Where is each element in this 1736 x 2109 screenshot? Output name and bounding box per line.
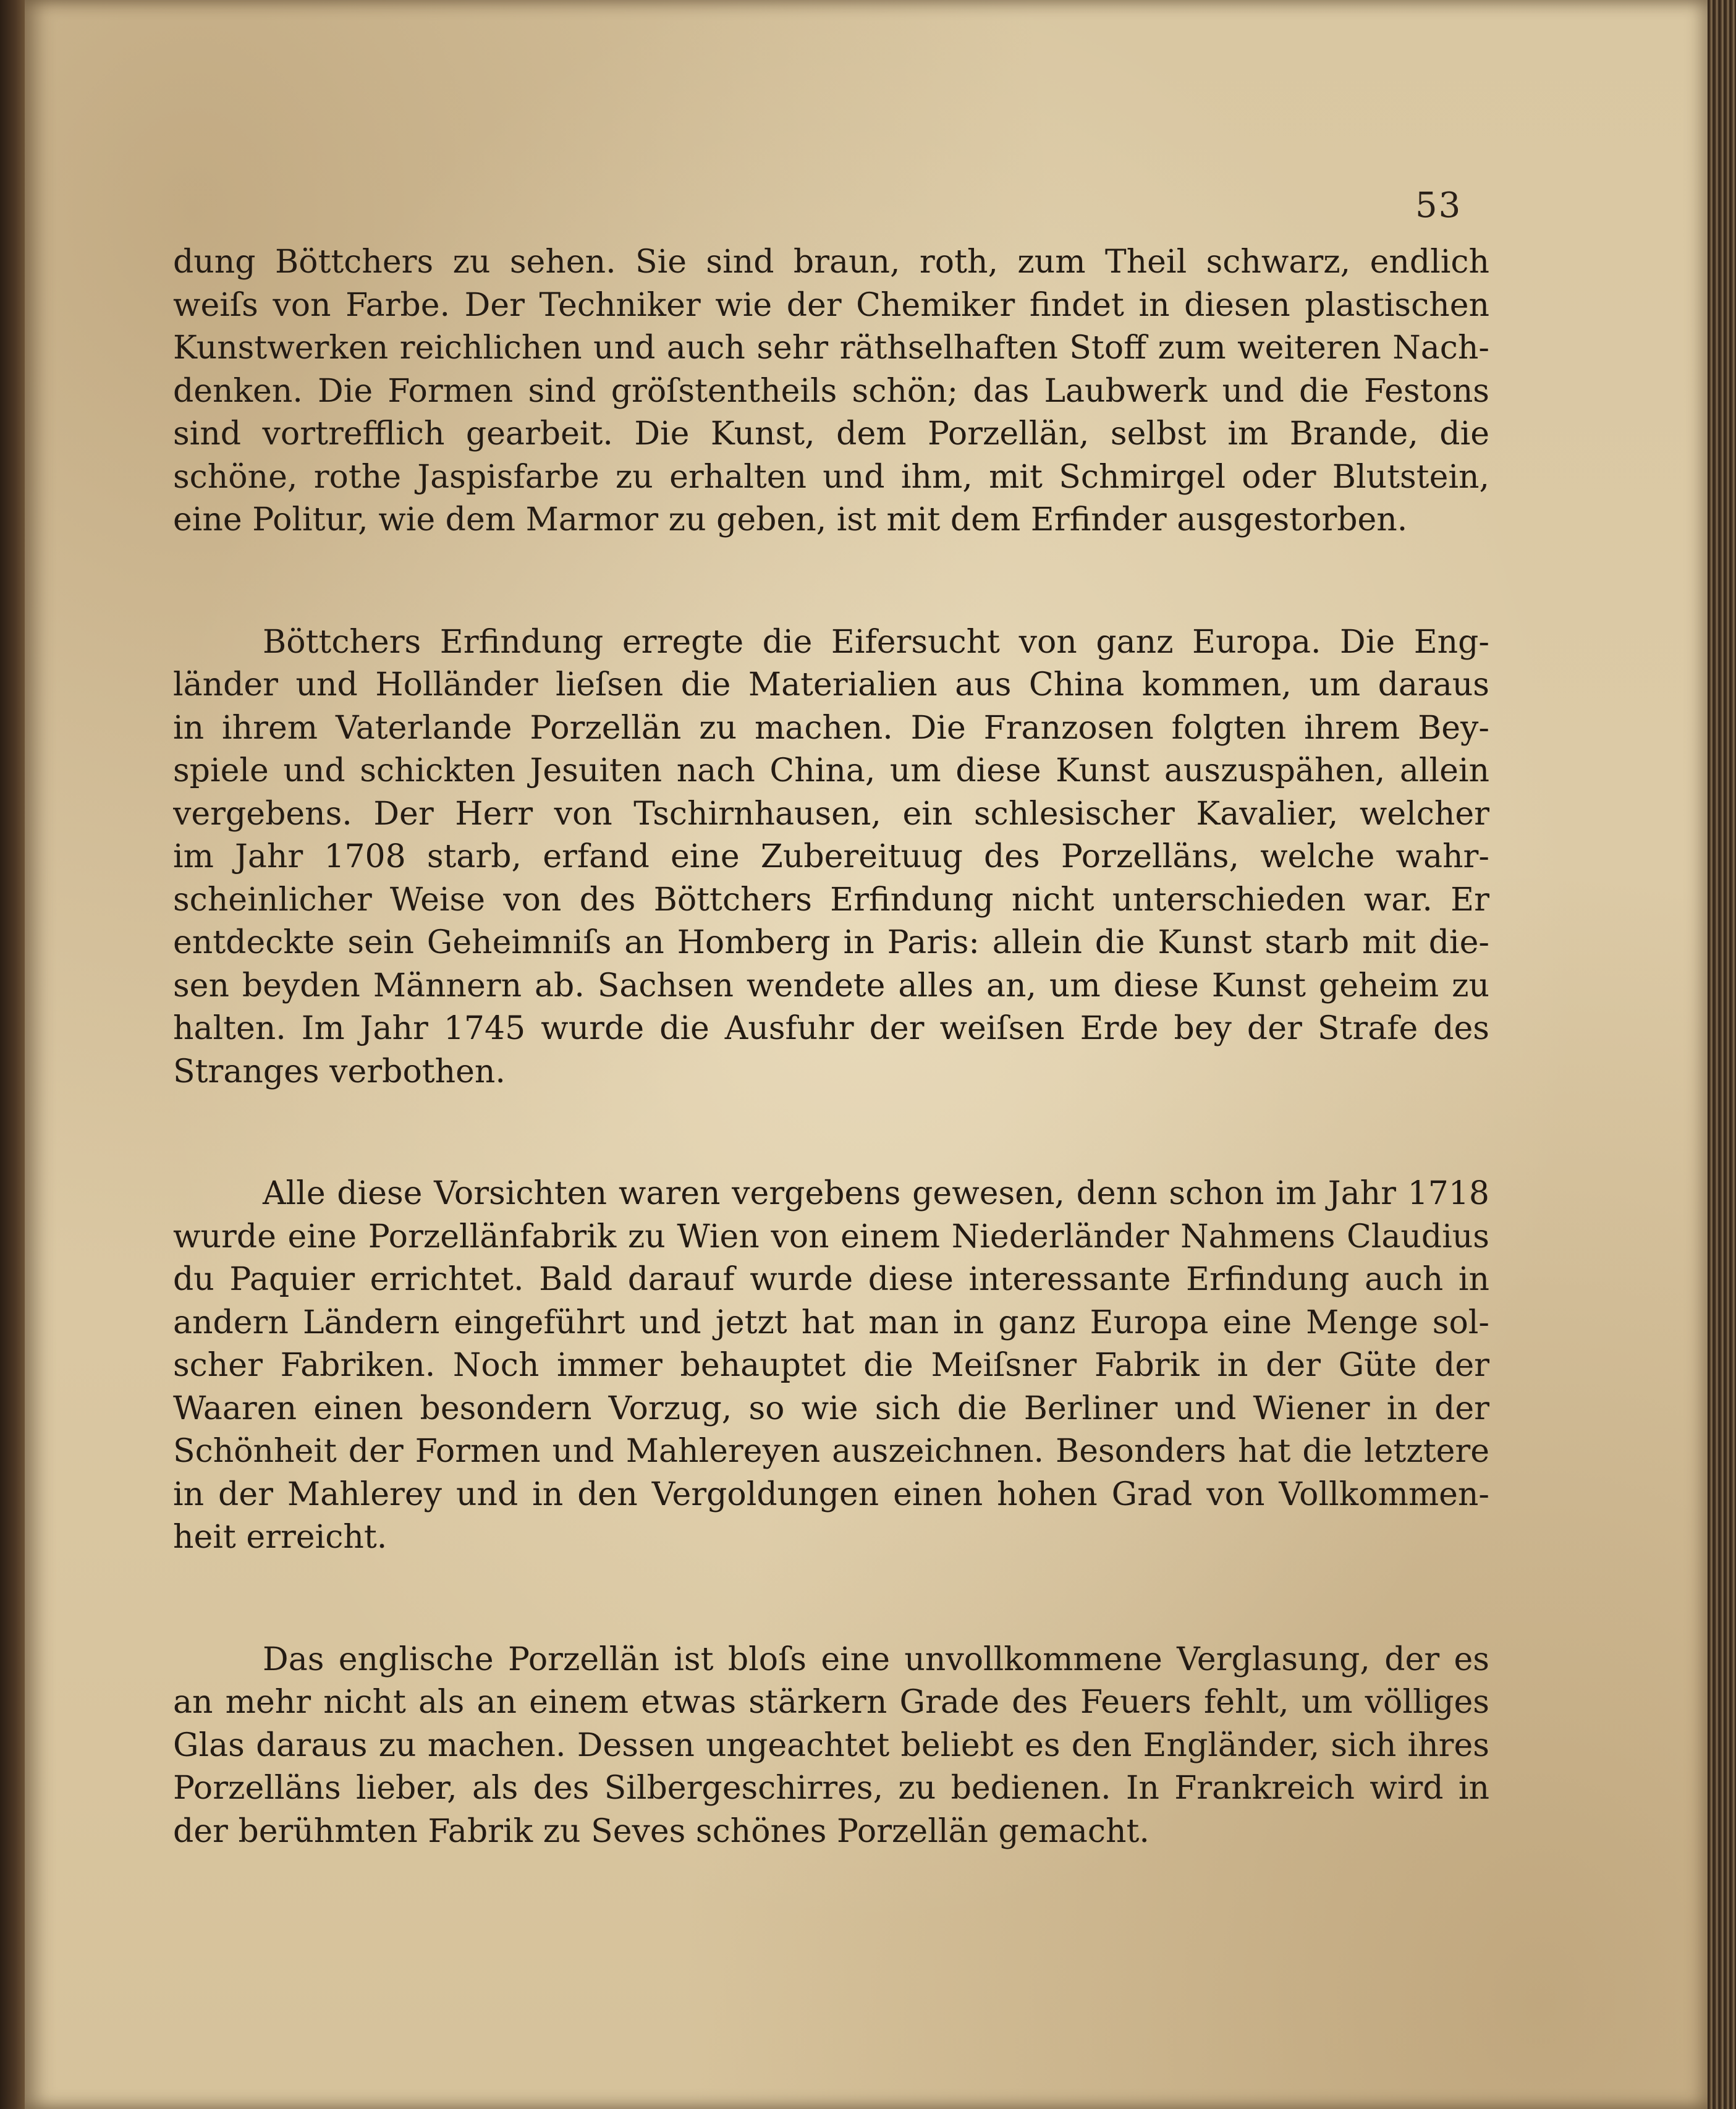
book-binding	[0, 0, 25, 2109]
text-line: wurde eine Porzellänfabrik zu Wien von einem Niederländer Nahmens Claudius	[173, 1218, 1489, 1255]
paragraph-4	[173, 1639, 1489, 1854]
text-line: Porzelläns lieber, als des Silbergeschirres, zu bedienen. In Frankreich wird in	[173, 1770, 1489, 1807]
paragraph-3	[173, 1173, 1489, 1559]
text-line: denken. Die Formen sind gröſstentheils schön; das Laubwerk und die Festons	[173, 372, 1489, 410]
text-block	[173, 241, 1489, 1932]
text-line: Glas daraus zu machen. Dessen ungeachtet beliebt es den Engländer, sich ihres	[173, 1726, 1489, 1764]
text-line: halten. Im Jahr 1745 wurde die Ausfuhr der weiſsen Erde bey der Strafe des	[173, 1010, 1489, 1047]
book-page	[25, 0, 1708, 2109]
text-line: weiſs von Farbe. Der Techniker wie der Chemiker findet in diesen plastischen	[173, 286, 1489, 324]
text-line: dung Böttchers zu sehen. Sie sind braun, roth, zum Theil schwarz, endlich	[173, 244, 1489, 281]
text-line: Kunstwerken reichlichen und auch sehr räthselhaften Stoff zum weiteren Nach-	[173, 329, 1489, 367]
text-line: länder und Holländer lieſsen die Materialien aus China kommen, um daraus	[173, 666, 1489, 703]
text-line: eine Politur, wie dem Marmor zu geben, ist mit dem Erfinder ausgestorben.	[173, 501, 1408, 538]
text-line: Alle diese Vorsichten waren vergebens gewesen, denn schon im Jahr 1718	[263, 1175, 1489, 1212]
text-line: Schönheit der Formen und Mahlereyen auszeichnen. Besonders hat die letztere	[173, 1433, 1489, 1470]
text-line: Stranges verbothen.	[173, 1053, 506, 1090]
text-line: Böttchers Erfindung erregte die Eifersucht von ganz Europa. Die Eng-	[263, 623, 1489, 661]
text-line: spiele und schickten Jesuiten nach China, um diese Kunst auszuspähen, allein	[173, 752, 1489, 789]
paragraph-2	[173, 621, 1489, 1094]
text-line: scher Fabriken. Noch immer behauptet die Meiſsner Fabrik in der Güte der	[173, 1347, 1489, 1384]
text-line: vergebens. Der Herr von Tschirnhausen, ein schlesischer Kavalier, welcher	[173, 795, 1489, 833]
text-line: schöne, rothe Jaspisfarbe zu erhalten und ihm, mit Schmirgel oder Blutstein,	[173, 458, 1489, 496]
paragraph-1	[173, 241, 1489, 542]
text-line: Waaren einen besondern Vorzug, so wie sich die Berliner und Wiener in der	[173, 1390, 1489, 1427]
text-line: in ihrem Vaterlande Porzellän zu machen. Die Franzosen folgten ihrem Bey-	[173, 709, 1489, 747]
page-edges	[1708, 0, 1736, 2109]
text-line: an mehr nicht als an einem etwas stärkern Grade des Feuers fehlt, um völliges	[173, 1684, 1489, 1721]
text-line: sind vortrefflich gearbeit. Die Kunst, dem Porzellän, selbst im Brande, die	[173, 415, 1489, 452]
text-line: in der Mahlerey und in den Vergoldungen einen hohen Grad von Vollkommen-	[173, 1475, 1489, 1513]
text-line: entdeckte sein Geheimniſs an Homberg in Paris: allein die Kunst starb mit die-	[173, 924, 1489, 961]
text-line: im Jahr 1708 starb, erfand eine Zubereituug des Porzelläns, welche wahr-	[173, 838, 1489, 875]
text-line: scheinlicher Weise von des Böttchers Erfindung nicht unterschieden war. Er	[173, 881, 1489, 919]
page-number: 53	[1415, 185, 1462, 226]
text-line: Das englische Porzellän ist bloſs eine unvollkommene Verglasung, der es	[263, 1640, 1489, 1678]
text-line: sen beyden Männern ab. Sachsen wendete alles an, um diese Kunst geheim zu	[173, 967, 1489, 1004]
text-line: du Paquier errichtet. Bald darauf wurde diese interessante Erfindung auch in	[173, 1261, 1489, 1298]
text-line: andern Ländern eingeführt und jetzt hat man in ganz Europa eine Menge sol-	[173, 1304, 1489, 1341]
text-line: heit erreicht.	[173, 1519, 387, 1556]
text-line: der berühmten Fabrik zu Seves schönes Porzellän gemacht.	[173, 1812, 1150, 1850]
